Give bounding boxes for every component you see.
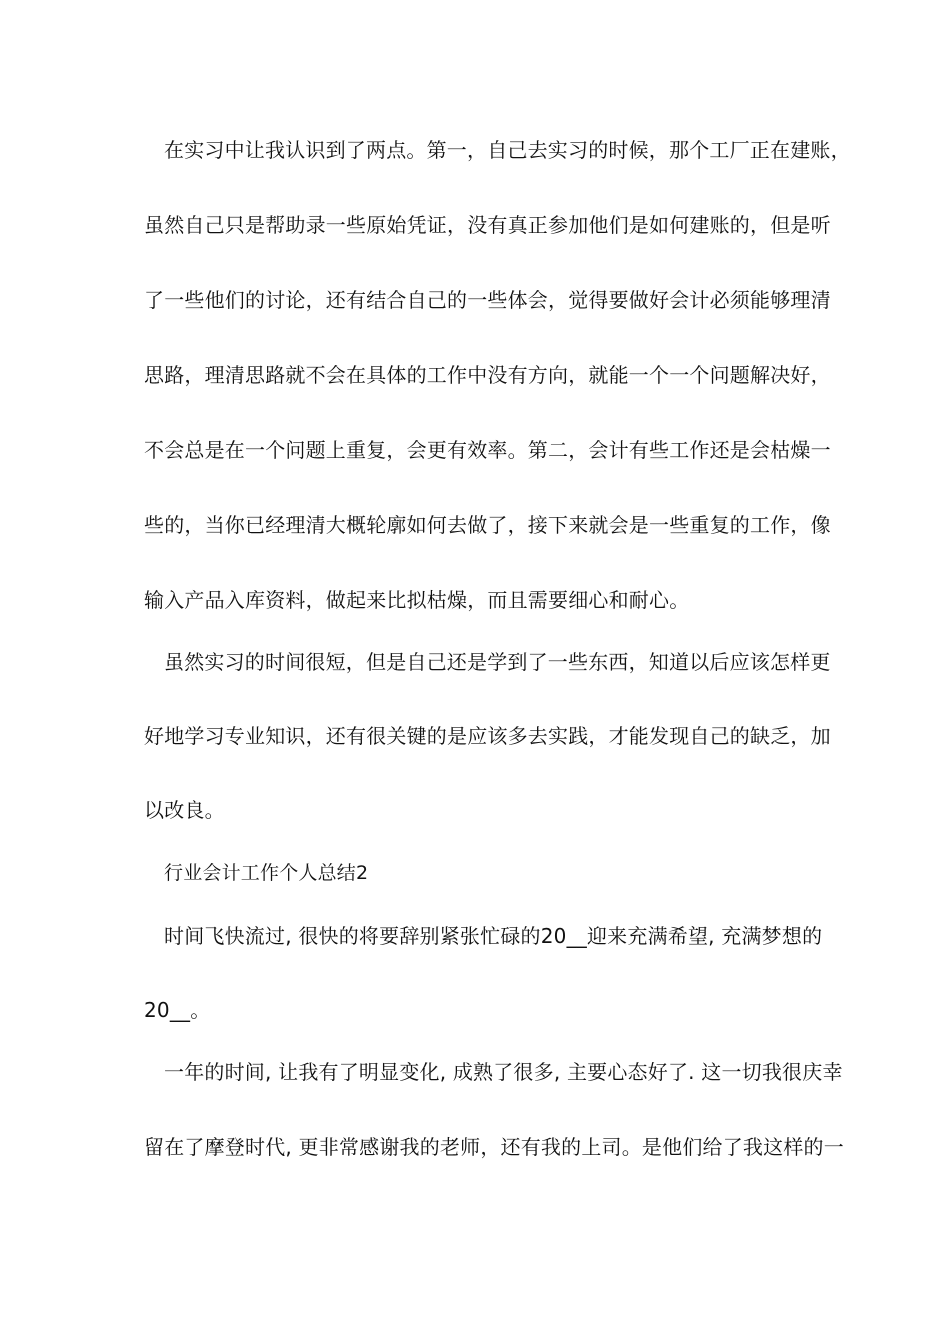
paragraph-1-line-5: 不会总是在一个问题上重复，会更有效率。第二，会计有些工作还是会枯燥一 xyxy=(144,438,831,462)
paragraph-2-line-3: 以改良。 xyxy=(144,798,225,822)
paragraph-1-line-1: 在实习中让我认识到了两点。第一，自己去实习的时候，那个工厂正在建账， xyxy=(164,138,851,162)
paragraph-1-line-3: 了一些他们的讨论，还有结合自己的一些体会，觉得要做好会计必须能够理清 xyxy=(144,288,831,312)
paragraph-2-line-1: 虽然实习的时间很短，但是自己还是学到了一些东西，知道以后应该怎样更 xyxy=(164,650,831,674)
paragraph-1-line-6: 些的，当你已经理清大概轮廓如何去做了，接下来就会是一些重复的工作，像 xyxy=(144,513,831,537)
paragraph-2-line-2: 好地学习专业知识，还有很关键的是应该多去实践，才能发现自己的缺乏，加 xyxy=(144,724,831,748)
paragraph-3-line-2: 20__。 xyxy=(144,998,211,1022)
paragraph-1-line-2: 虽然自己只是帮助录一些原始凭证，没有真正参加他们是如何建账的，但是听 xyxy=(144,213,831,237)
paragraph-3-line-1: 时间飞快流过, 很快的将要辞别紧张忙碌的20__迎来充满希望, 充满梦想的 xyxy=(164,924,823,948)
section-heading: 行业会计工作个人总结2 xyxy=(164,862,369,884)
paragraph-4-line-2: 留在了摩登时代, 更非常感谢我的老师，还有我的上司。是他们给了我这样的一 xyxy=(144,1135,844,1159)
paragraph-1-line-7: 输入产品入库资料，做起来比拟枯燥，而且需要细心和耐心。 xyxy=(144,588,690,612)
paragraph-1-line-4: 思路，理清思路就不会在具体的工作中没有方向，就能一个一个问题解决好， xyxy=(144,363,831,387)
paragraph-4-line-1: 一年的时间, 让我有了明显变化, 成熟了很多, 主要心态好了. 这一切我很庆幸 xyxy=(164,1060,843,1084)
